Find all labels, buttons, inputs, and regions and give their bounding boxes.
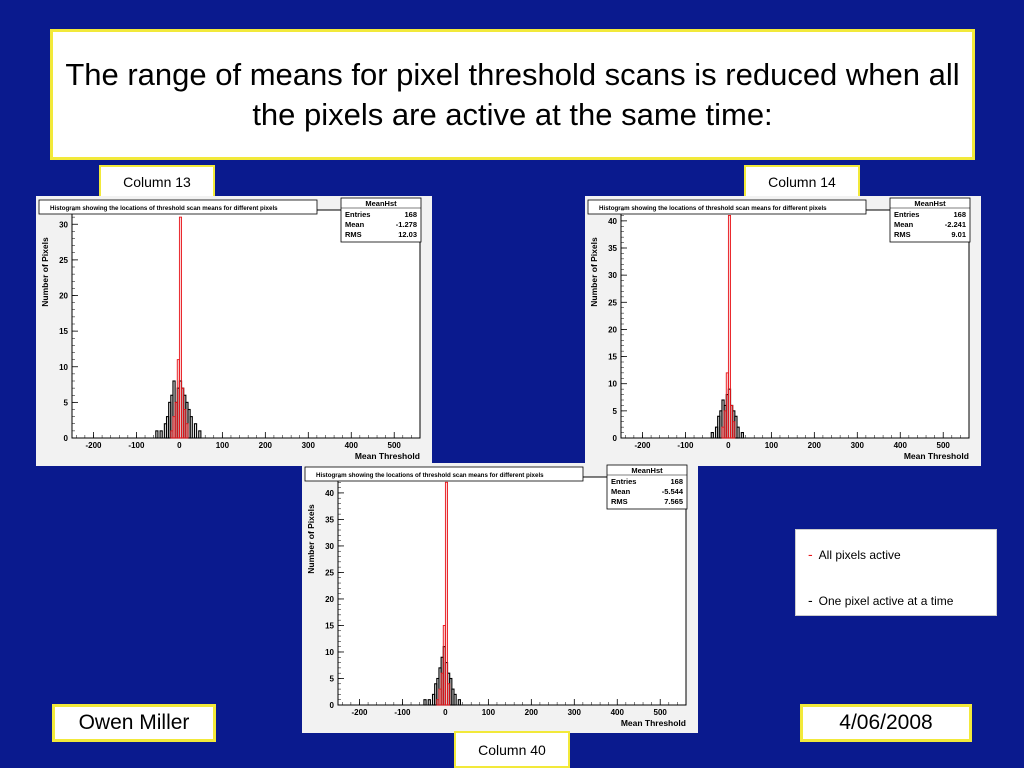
legend xyxy=(795,529,997,616)
bar-one-pixel-active xyxy=(737,427,739,438)
legend-label-all-active: All pixels active xyxy=(818,548,901,562)
author-box: Owen Miller xyxy=(52,704,216,742)
stats-key: RMS xyxy=(894,230,911,239)
y-tick-label: 5 xyxy=(63,398,68,408)
x-axis-label: Mean Threshold xyxy=(620,718,686,728)
stats-key: RMS xyxy=(611,497,628,506)
stats-key: Entries xyxy=(894,210,920,219)
y-tick-label: 5 xyxy=(329,674,334,684)
y-tick-label: 15 xyxy=(59,327,68,337)
x-tick-label: -100 xyxy=(677,441,694,450)
y-tick-label: 30 xyxy=(59,220,68,230)
plot-frame xyxy=(621,210,969,438)
x-tick-label: -200 xyxy=(85,441,102,450)
x-tick-label: 200 xyxy=(807,441,822,450)
histogram-title: Histogram showing the locations of threshold scan means for different pixels xyxy=(599,205,827,212)
x-tick-label: -100 xyxy=(128,441,145,450)
x-tick-label: 400 xyxy=(893,441,907,450)
bar-one-pixel-active xyxy=(424,700,426,705)
bar-one-pixel-active xyxy=(156,431,158,438)
x-tick-label: 100 xyxy=(481,708,496,717)
y-tick-label: 40 xyxy=(608,216,617,226)
x-tick-label: -100 xyxy=(394,708,411,717)
stats-value: 12.03 xyxy=(398,230,417,239)
y-tick-label: 25 xyxy=(325,568,334,578)
bar-one-pixel-active xyxy=(711,433,713,438)
x-tick-label: 100 xyxy=(764,441,779,450)
stats-value: -1.278 xyxy=(395,220,417,229)
stats-key: Mean xyxy=(611,487,631,496)
y-tick-label: 0 xyxy=(63,434,68,443)
x-tick-label: 0 xyxy=(726,441,731,450)
y-axis-label: Number of Pixels xyxy=(306,504,316,574)
stats-value: 168 xyxy=(404,210,417,219)
bar-all-pixels-active xyxy=(728,215,730,438)
stats-key: Mean xyxy=(345,220,365,229)
x-tick-label: 300 xyxy=(301,441,315,450)
x-tick-label: -200 xyxy=(634,441,651,450)
stats-value: -2.241 xyxy=(944,220,966,229)
legend-item-all-active xyxy=(808,546,901,562)
bar-one-pixel-active xyxy=(458,700,460,705)
bar-one-pixel-active xyxy=(428,700,430,705)
legend-dash-one-active: - xyxy=(808,592,813,608)
stats-value: -5.544 xyxy=(661,487,683,496)
plot-frame xyxy=(72,210,420,438)
y-tick-label: 20 xyxy=(59,291,68,301)
bar-one-pixel-active xyxy=(194,424,196,438)
histogram-column-40 xyxy=(302,463,698,733)
histogram-title: Histogram showing the locations of threshold scan means for different pixels xyxy=(316,472,544,479)
bar-one-pixel-active xyxy=(190,417,192,438)
y-tick-label: 10 xyxy=(59,362,68,372)
y-tick-label: 0 xyxy=(612,434,617,443)
x-tick-label: 500 xyxy=(936,441,950,450)
y-tick-label: 20 xyxy=(325,594,334,604)
x-axis-label: Mean Threshold xyxy=(354,451,420,461)
plot-frame xyxy=(338,477,686,705)
legend-item-one-active xyxy=(808,592,953,608)
x-axis-label: Mean Threshold xyxy=(903,451,969,461)
bar-one-pixel-active xyxy=(160,431,162,438)
y-axis-label: Number of Pixels xyxy=(40,237,50,307)
stats-key: Entries xyxy=(345,210,371,219)
y-tick-label: 10 xyxy=(608,379,617,389)
x-tick-label: 300 xyxy=(567,708,581,717)
histogram-column-14 xyxy=(585,196,981,466)
bar-all-pixels-active xyxy=(186,424,188,438)
stats-value: 168 xyxy=(670,477,683,486)
stats-name: MeanHst xyxy=(365,199,397,208)
stats-key: Mean xyxy=(894,220,914,229)
y-tick-label: 30 xyxy=(608,271,617,281)
bar-all-pixels-active xyxy=(733,422,735,438)
column-13-label: Column 13 xyxy=(99,165,215,199)
date-box: 4/06/2008 xyxy=(800,704,972,742)
legend-label-one-active: One pixel active at a time xyxy=(818,594,954,608)
stats-value: 7.565 xyxy=(664,497,683,506)
y-tick-label: 30 xyxy=(325,541,334,551)
x-tick-label: 500 xyxy=(653,708,667,717)
bar-all-pixels-active xyxy=(448,684,450,705)
x-tick-label: 200 xyxy=(524,708,539,717)
legend-dash-all-active: - xyxy=(808,546,813,562)
histogram-column-13 xyxy=(36,196,432,466)
slide-title: The range of means for pixel threshold scans is reduced when all the pixels are active at the same time: xyxy=(50,29,975,160)
y-tick-label: 25 xyxy=(608,298,617,308)
bar-one-pixel-active xyxy=(199,431,201,438)
stats-name: MeanHst xyxy=(914,199,946,208)
x-tick-label: 300 xyxy=(850,441,864,450)
y-tick-label: 35 xyxy=(325,515,334,525)
x-tick-label: -200 xyxy=(351,708,368,717)
y-tick-label: 35 xyxy=(608,244,617,253)
stats-key: Entries xyxy=(611,477,637,486)
column-14-label: Column 14 xyxy=(744,165,860,199)
bar-one-pixel-active xyxy=(454,694,456,705)
y-tick-label: 0 xyxy=(329,701,334,710)
x-tick-label: 500 xyxy=(387,441,401,450)
stats-key: RMS xyxy=(345,230,362,239)
y-tick-label: 15 xyxy=(325,621,334,631)
column-40-label: Column 40 xyxy=(454,731,570,768)
y-axis-label: Number of Pixels xyxy=(589,237,599,307)
bar-one-pixel-active xyxy=(741,433,743,438)
x-tick-label: 400 xyxy=(610,708,624,717)
histogram-title: Histogram showing the locations of threshold scan means for different pixels xyxy=(50,205,278,212)
y-tick-label: 25 xyxy=(59,255,68,265)
x-tick-label: 400 xyxy=(344,441,358,450)
x-tick-label: 100 xyxy=(215,441,230,450)
y-tick-label: 40 xyxy=(325,488,334,498)
y-tick-label: 15 xyxy=(608,352,617,362)
x-tick-label: 0 xyxy=(177,441,182,450)
y-tick-label: 5 xyxy=(612,406,617,416)
stats-value: 9.01 xyxy=(951,230,966,239)
stats-value: 168 xyxy=(953,210,966,219)
x-tick-label: 0 xyxy=(443,708,448,717)
y-tick-label: 20 xyxy=(608,325,617,335)
stats-name: MeanHst xyxy=(631,466,663,475)
bar-all-pixels-active xyxy=(445,482,447,705)
x-tick-label: 200 xyxy=(258,441,273,450)
y-tick-label: 10 xyxy=(325,647,334,657)
